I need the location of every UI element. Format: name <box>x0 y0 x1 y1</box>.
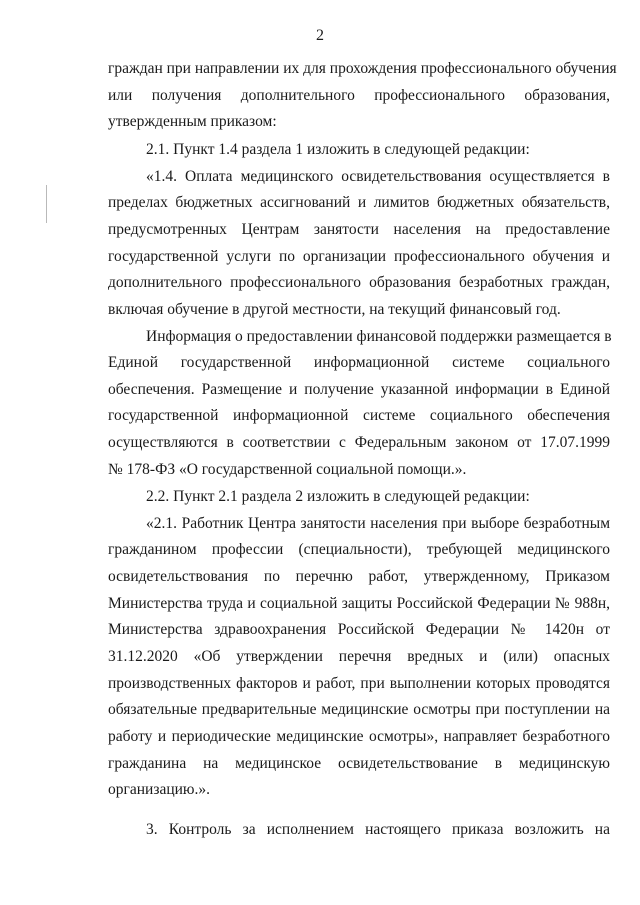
text-line: Министерства труда и социальной защиты Российской Федерации № 988н, <box>108 595 610 612</box>
text-line: гражданином профессии (специальности), требующей медицинского <box>108 541 610 558</box>
text-line: «1.4. Оплата медицинского освидетельствования осуществляется в <box>146 168 610 185</box>
text-line: организацию.». <box>108 781 210 798</box>
text-line: или получения дополнительного профессионального образования, <box>108 87 610 104</box>
text-line: работу и периодические медицинские осмотры», направляет безработного <box>108 728 610 745</box>
text-line: 2.2. Пункт 2.1 раздела 2 изложить в следующей редакции: <box>146 488 530 505</box>
text-line: обязательные предварительные медицинские осмотры при поступлении на <box>108 701 610 718</box>
text-line: пределах бюджетных ассигнований и лимитов бюджетных обязательств, <box>108 194 610 211</box>
text-line: Министерства здравоохранения Российской Федерации № 1420н от <box>108 621 610 638</box>
text-line: 3. Контроль за исполнением настоящего приказа возложить на <box>146 821 610 838</box>
text-line: «2.1. Работник Центра занятости населения при выборе безработным <box>146 515 610 532</box>
text-line: гражданина на медицинское освидетельствование в медицинскую <box>108 755 610 772</box>
text-line: Единой государственной информационной системе социального <box>108 354 610 371</box>
text-line: 2.1. Пункт 1.4 раздела 1 изложить в следующей редакции: <box>146 141 530 158</box>
text-line: освидетельствования по перечню работ, утвержденному, Приказом <box>108 568 610 585</box>
text-line: № 178-ФЗ «О государственной социальной помощи.». <box>108 461 467 478</box>
margin-mark <box>46 185 47 223</box>
text-line: осуществляются в соответствии с Федеральным законом от 17.07.1999 <box>108 434 610 451</box>
text-line: предусмотренных Центрам занятости населения на предоставление <box>108 221 610 238</box>
text-line: государственной услуги по организации профессионального обучения и <box>108 248 610 265</box>
text-line: дополнительного профессионального образования безработных граждан, <box>108 274 610 291</box>
text-line: включая обучение в другой местности, на текущий финансовый год. <box>108 301 561 318</box>
text-line: производственных факторов и работ, при выполнении которых проводятся <box>108 675 610 692</box>
text-line: обеспечения. Размещение и получение указанной информации в Единой <box>108 381 610 398</box>
text-line: Информация о предоставлении финансовой поддержки размещается в <box>146 328 612 345</box>
text-line: утвержденным приказом: <box>108 113 277 130</box>
text-line: 31.12.2020 «Об утверждении перечня вредных и (или) опасных <box>108 648 610 665</box>
text-line: государственной информационной системе социального обеспечения <box>108 407 610 424</box>
page-number: 2 <box>316 27 324 44</box>
text-line: граждан при направлении их для прохождения профессионального обучения <box>108 60 617 77</box>
